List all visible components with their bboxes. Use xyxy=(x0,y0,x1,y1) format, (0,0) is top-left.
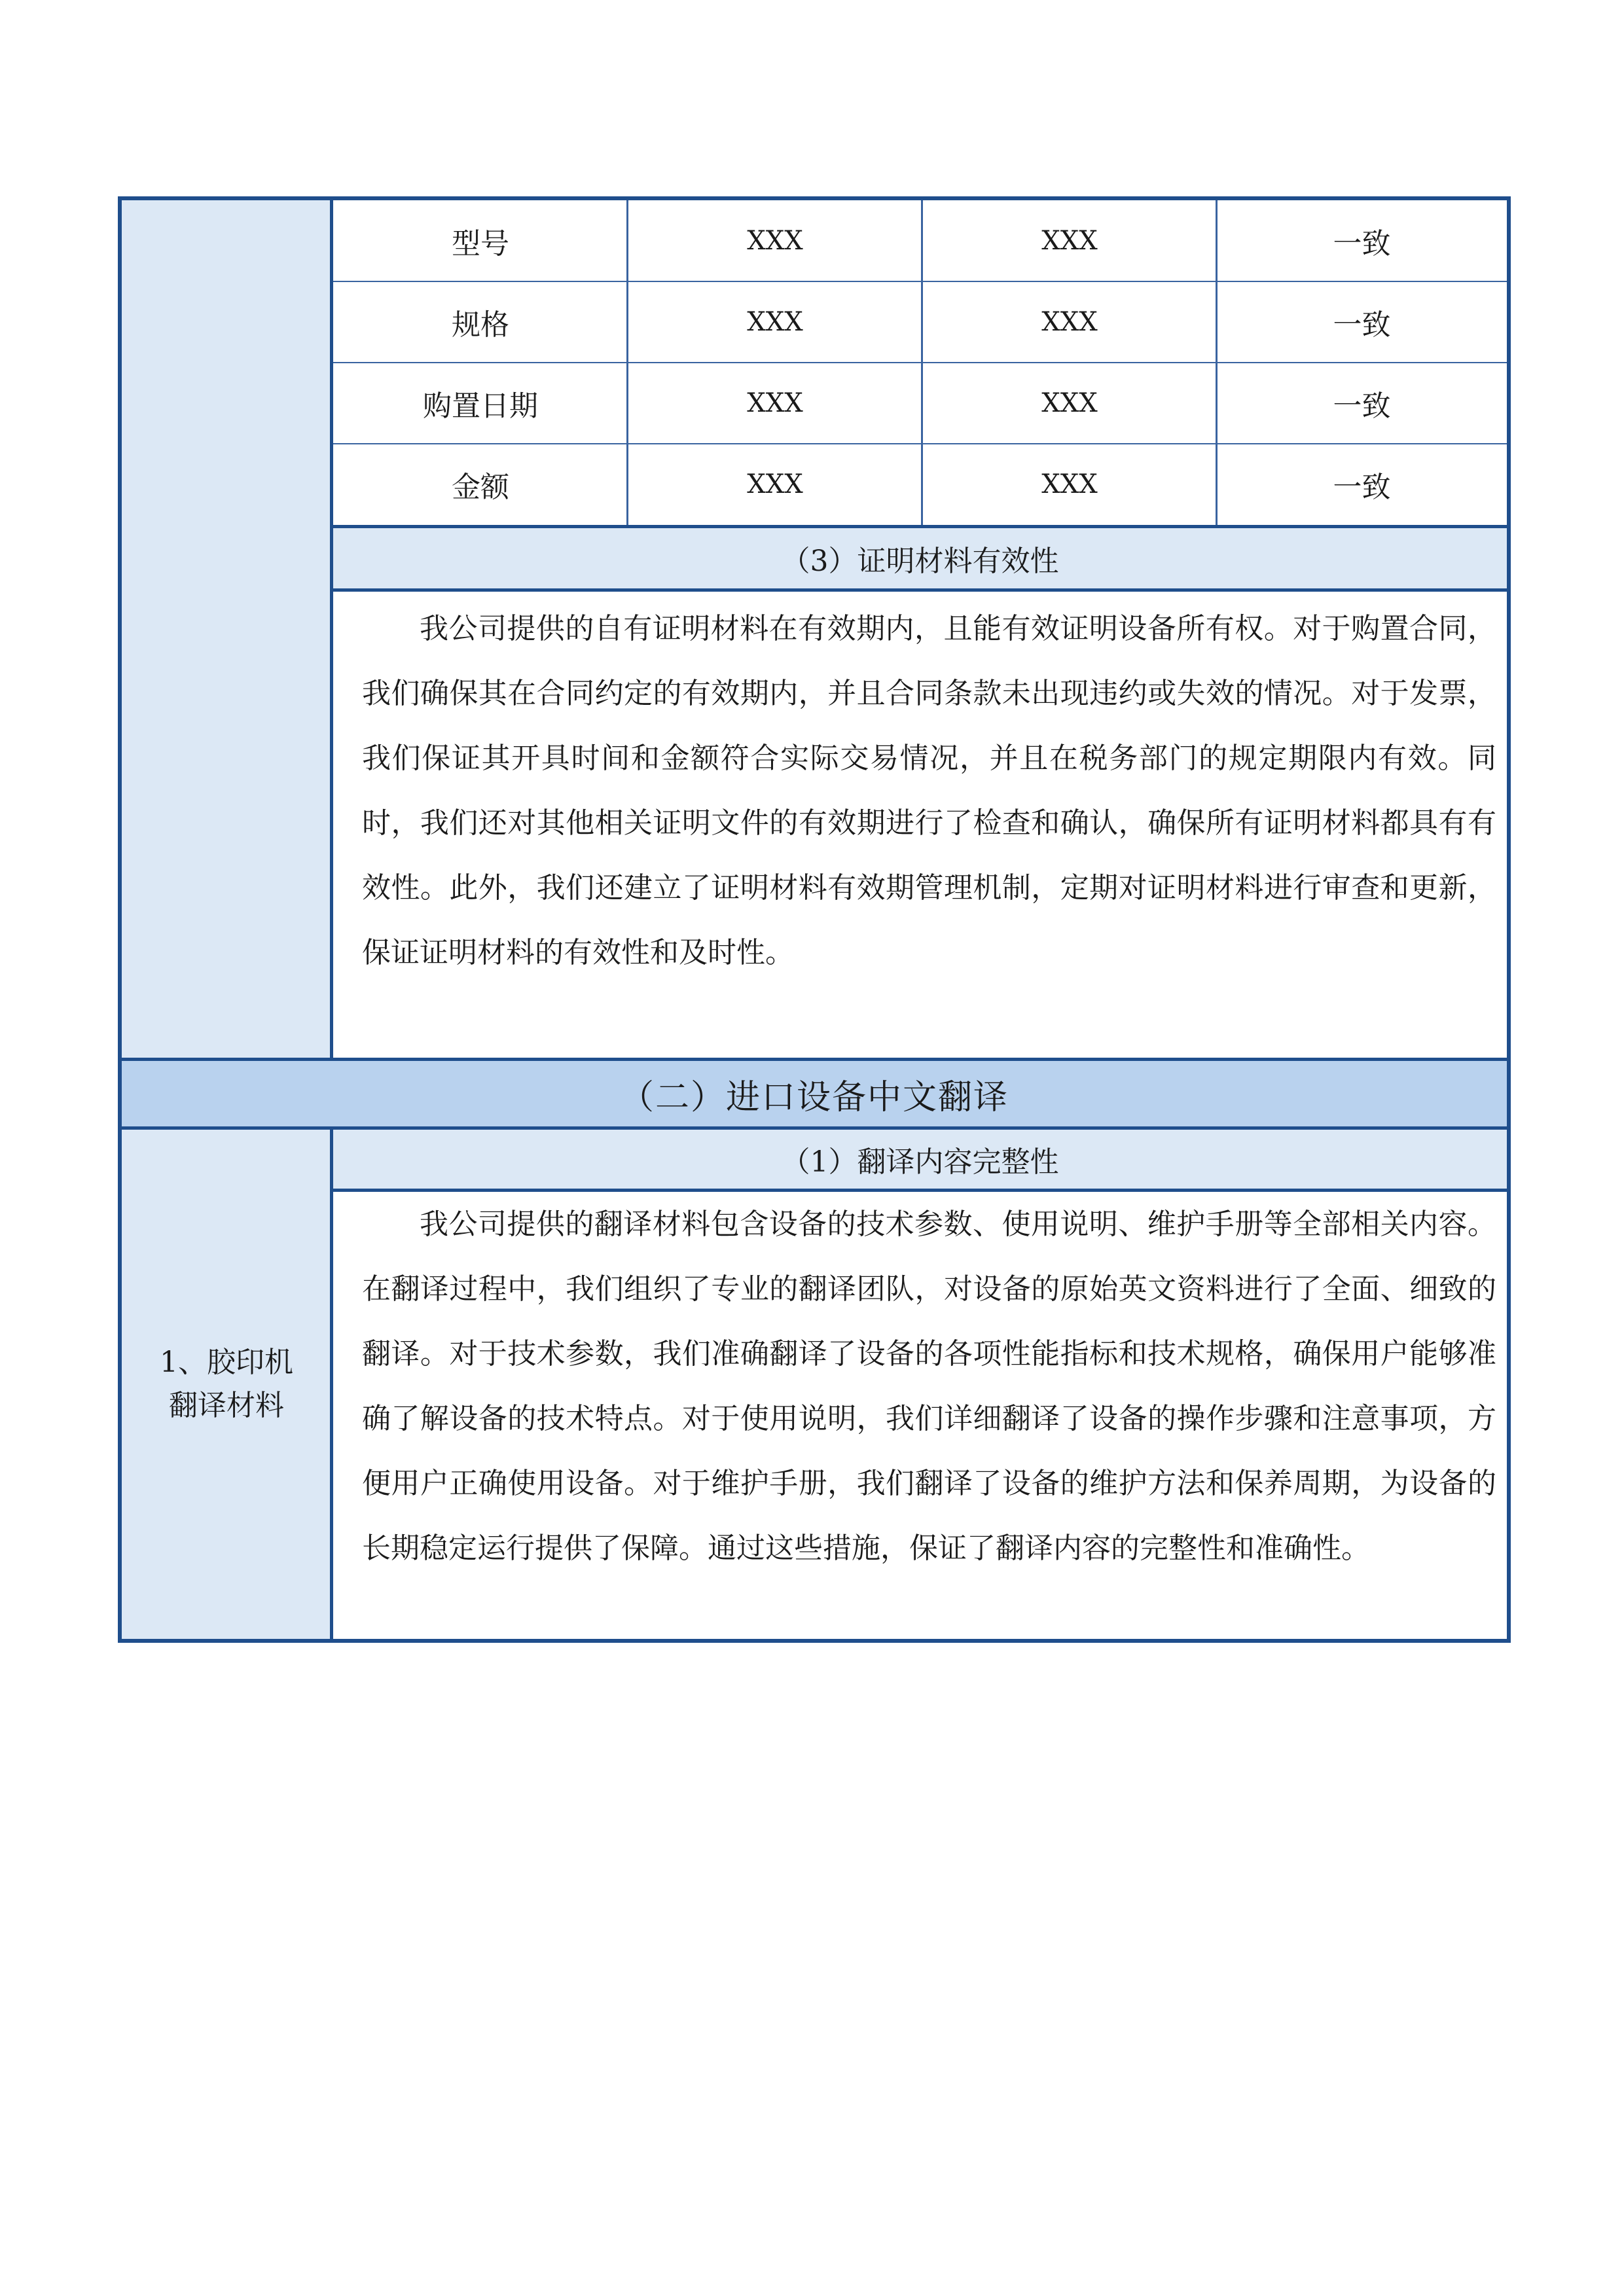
section-heading-translation: （二）进口设备中文翻译 xyxy=(122,1061,1507,1126)
row-1-col3: XXX xyxy=(1041,226,1098,256)
left-label-line2: 翻译材料 xyxy=(169,1389,284,1422)
grid-h-2 xyxy=(333,362,1507,363)
left-column-upper xyxy=(122,200,331,1058)
grid-v-1 xyxy=(626,200,628,526)
subheading-completeness: （1）翻译内容完整性 xyxy=(333,1130,1507,1189)
translation-paragraph: 我公司提供的翻译材料包含设备的技术参数、使用说明、维护手册等全部相关内容。在翻译过程中，我们组织了专业的翻译团队，对设备的原始英文资料进行了全面、细致的翻译。对于技术参数，我们准确翻译了设备的各项性能指标和技术规格，确保用户能够准确了解设备的技术特点。对于使用说明，我们详细翻译了设备的操作步骤和注意事项，方便用户正确使用设备。对于维护手册，我们翻译了设备的维护方法和保养周期，为设备的长期稳定运行提供了保障。通过这些措施，保证了翻译内容的完整性和准确性。 xyxy=(362,1208,1496,1565)
row-3-col2: XXX xyxy=(747,388,803,418)
row-3-result: 一致 xyxy=(1333,389,1391,423)
row-3-label: 购置日期 xyxy=(423,389,538,423)
grid-h-3 xyxy=(333,443,1507,444)
subheading-validity: （3）证明材料有效性 xyxy=(333,528,1507,588)
row-1-col2: XXX xyxy=(747,226,803,256)
row-1-result: 一致 xyxy=(1333,227,1391,260)
grid-v-3 xyxy=(1216,200,1218,526)
row-2-col3: XXX xyxy=(1041,307,1098,337)
document-table xyxy=(118,196,1511,1643)
row-4-label: 金额 xyxy=(452,471,509,504)
row-4-result: 一致 xyxy=(1333,471,1391,504)
row-2-col2: XXX xyxy=(747,307,803,337)
left-column-lower xyxy=(122,1130,331,1639)
row-4-col3: XXX xyxy=(1041,469,1098,499)
row-2-label: 规格 xyxy=(452,308,509,342)
grid-v-2 xyxy=(921,200,923,526)
row-4-col2: XXX xyxy=(747,469,803,499)
row-1-label: 型号 xyxy=(452,227,509,260)
row-3-col3: XXX xyxy=(1041,388,1098,418)
row-2-result: 一致 xyxy=(1333,308,1391,342)
validity-paragraph: 我公司提供的自有证明材料在有效期内，且能有效证明设备所有权。对于购置合同，我们确保其在合同约定的有效期内，并且合同条款未出现违约或失效的情况。对于发票，我们保证其开具时间和金额符合实际交易情况，并且在税务部门的规定期限内有效。同时，我们还对其他相关证明文件的有效期进行了检查和确认，确保所有证明材料都具有有效性。此外，我们还建立了证明材料有效期管理机制，定期对证明材料进行审查和更新，保证证明材料的有效性和及时性。 xyxy=(362,612,1496,969)
grid-h-1 xyxy=(333,281,1507,282)
left-label-line1: 1、胶印机 xyxy=(160,1346,293,1379)
